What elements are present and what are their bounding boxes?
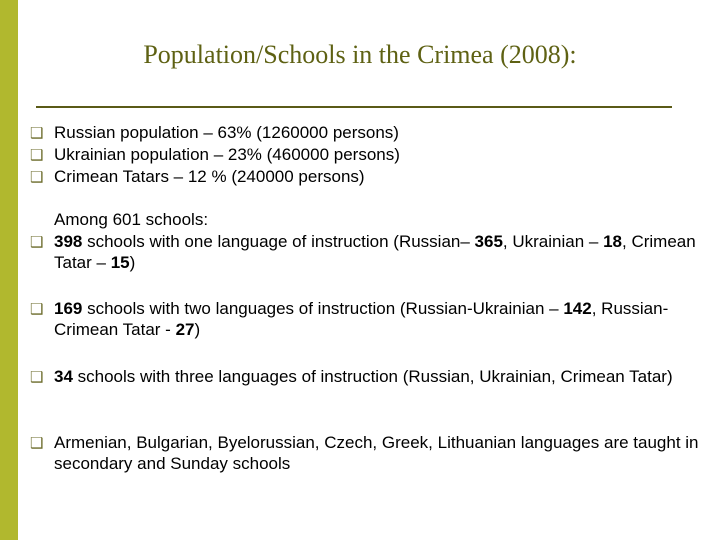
two-lang-count: 169 [54,299,83,318]
square-bullet-icon: ❑ [30,435,44,452]
one-lang-tatar-count: 15 [110,253,130,272]
square-bullet-icon: ❑ [30,169,44,186]
one-lang-text: ) [129,253,136,272]
bullet-russian-population: Russian population – 63% (1260000 persons) [54,123,399,142]
side-accent-bar [0,0,18,540]
bullet-ukrainian-population: Ukrainian population – 23% (460000 persons) [54,145,400,164]
slide-title: Population/Schools in the Crimea (2008): [143,40,577,69]
bullet-two-language-schools [54,298,706,340]
bullet-other-languages: Armenian, Bulgarian, Byelorussian, Czech, Greek, Lithuanian languages are taught in secondary and Sunday schools [54,433,699,473]
two-lang-ru-uk-count: 142 [563,299,592,318]
bullet-crimean-tatars: Crimean Tatars – 12 % (240000 persons) [54,167,365,186]
two-lang-text: schools with two languages of instruction (Russian-Ukrainian – [82,299,564,318]
square-bullet-icon: ❑ [30,369,44,386]
three-lang-count: 34 [54,367,73,386]
bullet-three-language-schools [54,366,706,387]
two-lang-text: , Russian-Crimean Tatar - [54,299,669,339]
square-bullet-icon: ❑ [30,301,44,318]
one-lang-russian-count: 365 [474,232,503,251]
two-lang-text: ) [194,320,201,339]
one-lang-ukrainian-count: 18 [603,232,623,251]
one-lang-count: 398 [54,232,83,251]
bullet-one-language-schools [54,231,706,273]
one-lang-text: schools with one language of instruction (Russian– [82,232,475,251]
square-bullet-icon: ❑ [30,234,44,251]
square-bullet-icon: ❑ [30,125,44,142]
one-lang-text: , Ukrainian – [502,232,604,251]
two-lang-ru-ct-count: 27 [175,320,195,339]
square-bullet-icon: ❑ [30,147,44,164]
title-divider [36,106,672,108]
one-lang-text: , Crimean Tatar – [54,232,696,272]
schools-intro: Among 601 schools: [54,210,209,229]
three-lang-text: schools with three languages of instruction (Russian, Ukrainian, Crimean Tatar) [72,367,673,386]
